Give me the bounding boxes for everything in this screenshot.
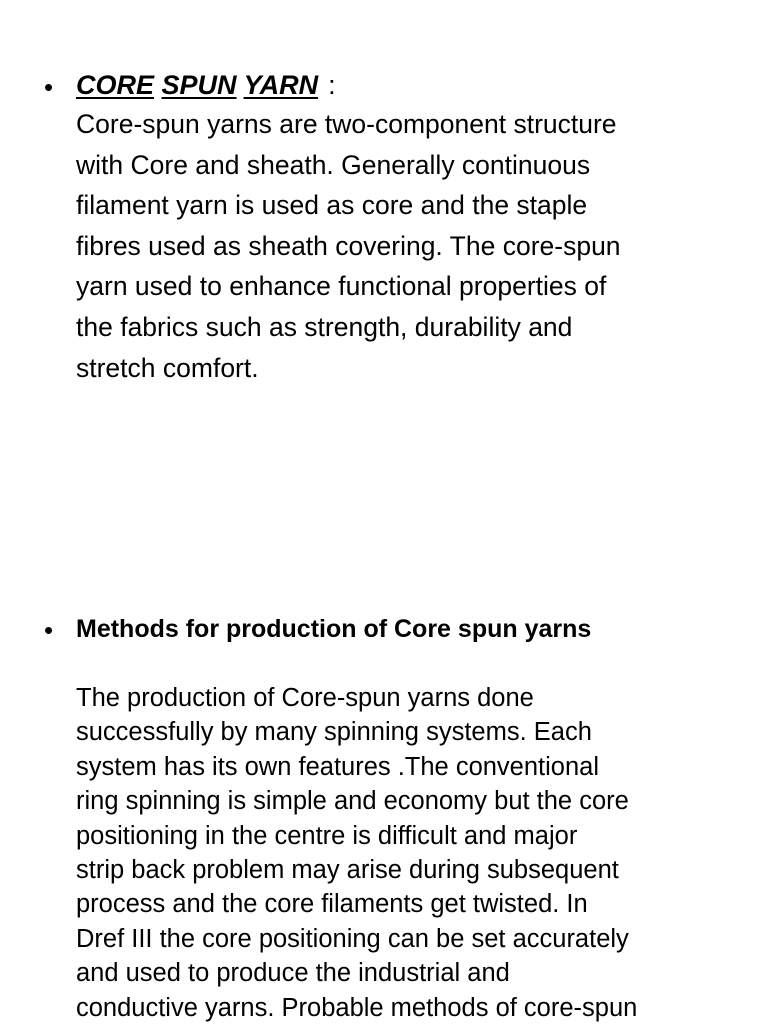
text-line: yarn used to enhance functional properties of [76, 271, 607, 302]
section-content [76, 613, 736, 1025]
text-line: The production of Core-spun yarns done [76, 684, 534, 712]
section-heading: Methods for production of Core spun yarns [76, 615, 592, 643]
text-line: strip back problem may arise during subsequent [76, 856, 619, 885]
text-line: Core-spun yarns are two-component structure [76, 109, 617, 139]
section-heading [76, 68, 736, 102]
text-line: system has its own features .The conventional [76, 752, 600, 781]
heading-colon: : [328, 70, 336, 100]
section-content [76, 68, 736, 388]
paragraph [76, 681, 736, 1025]
heading-word: YARN [243, 70, 319, 100]
text-line: Dref III the core positioning can be set accurately [76, 924, 629, 953]
text-line: positioning in the centre is difficult and major [76, 821, 578, 850]
text-line: and used to produce the industrial and [76, 959, 510, 988]
text-line: process and the core filaments get twisted. In [76, 890, 588, 919]
text-line: successfully by many spinning systems. Each [76, 718, 592, 747]
text-line: with Core and sheath. Generally continuous [76, 149, 591, 180]
paragraph [76, 104, 736, 388]
heading-word: CORE [76, 70, 155, 100]
text-line: conductive yarns. Probable methods of core-spun [76, 993, 638, 1022]
text-line: fibres used as sheath covering. The core-spun [76, 230, 621, 261]
bullet-point: • [44, 72, 54, 102]
text-line: ring spinning is simple and economy but the core [76, 787, 629, 816]
bullet-point: • [44, 615, 54, 645]
text-line: filament yarn is used as core and the staple [76, 190, 588, 221]
text-line: stretch comfort. [76, 352, 259, 383]
text-line: the fabrics such as strength, durability and [76, 311, 573, 342]
heading-word: SPUN [161, 70, 237, 100]
